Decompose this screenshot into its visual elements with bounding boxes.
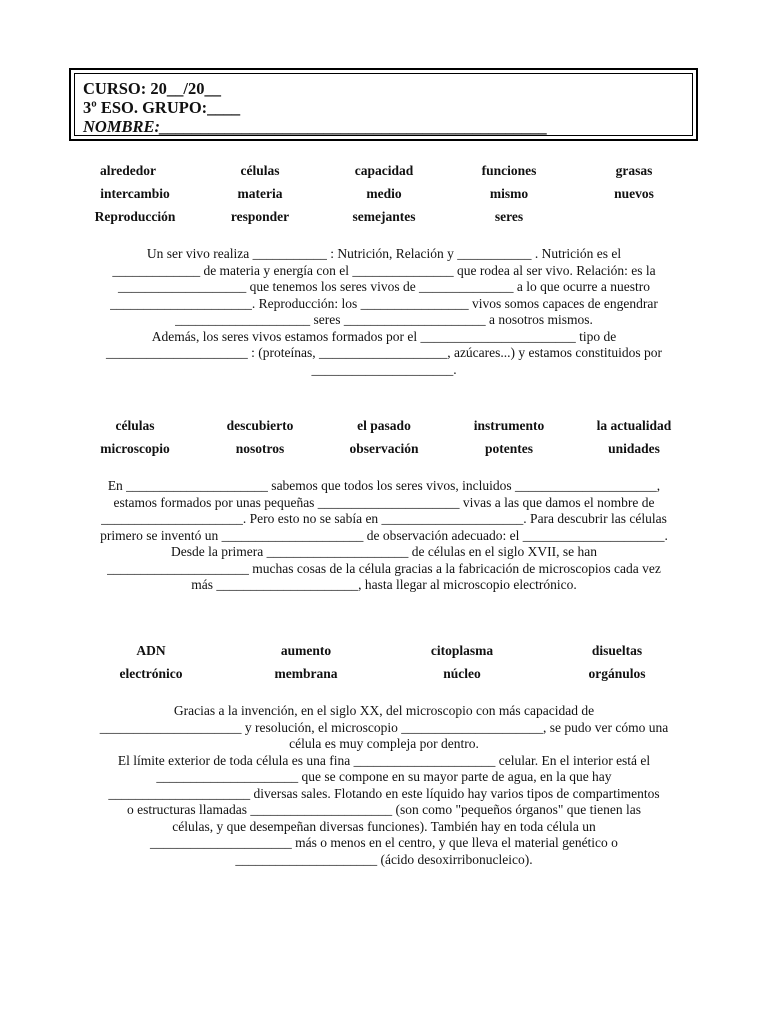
paragraph-line: o estructuras llamadas _____________________ (son como "pequeños órganos" que tienen las <box>127 802 641 817</box>
paragraph-line: _____________ de materia y energía con el _______________ que rodea al ser vivo. Relación: es la <box>112 262 656 278</box>
word-bank-item: intercambio <box>100 186 170 201</box>
course-field[interactable]: CURSO: 20__/20__ <box>83 79 221 98</box>
student-info-inner-border <box>74 73 693 136</box>
paragraph-line: El límite exterior de toda célula es una fina _____________________ celular. En el interior está el <box>117 752 651 768</box>
word-bank-item: microscopio <box>100 441 170 456</box>
paragraph-line: _____________________ muchas cosas de la célula gracias a la fabricación de microscopios cada vez <box>107 560 661 576</box>
word-bank-item: responder <box>230 209 290 224</box>
word-bank-item: la actualidad <box>596 418 672 433</box>
paragraph-line: _____________________ : (proteínas, ___________________, azúcares...) y estamos constituidos por <box>105 345 663 360</box>
fill-in-paragraph-3 <box>68 703 700 868</box>
word-bank-item: ADN <box>136 643 166 658</box>
word-bank-item: electrónico <box>119 666 183 681</box>
word-bank-item: nosotros <box>235 441 285 456</box>
word-bank-item: funciones <box>481 163 537 178</box>
paragraph-line: _____________________ y resolución, el microscopio _____________________, se pudo ver cómo una <box>99 719 669 735</box>
paragraph-line: más _____________________, hasta llegar al microscopio electrónico. <box>191 577 577 592</box>
paragraph-line: _____________________. <box>311 361 457 377</box>
student-info-box <box>69 68 698 141</box>
word-bank-item: células <box>240 163 280 178</box>
paragraph-line: _____________________ que se compone en su mayor parte de agua, en la que hay <box>156 769 612 784</box>
paragraph-line: En _____________________ sabemos que todos los seres vivos, incluidos _____________________, <box>107 478 661 493</box>
word-bank-item: mismo <box>489 186 529 201</box>
word-bank-item: células <box>115 418 155 433</box>
paragraph-line: _____________________ (ácido desoxirribonucleico). <box>235 851 533 867</box>
word-bank-row <box>0 643 768 666</box>
paragraph-line: Además, los seres vivos estamos formados por el _______________________ tipo de <box>151 328 617 344</box>
fill-in-paragraph-2 <box>68 478 700 594</box>
word-bank-row <box>0 418 768 441</box>
word-bank-item: nuevos <box>614 186 654 201</box>
word-bank-row <box>0 441 768 464</box>
paragraph-line: estamos formados por unas pequeñas _____________________ vivas a las que damos el nombre de <box>113 494 655 510</box>
word-bank-item: citoplasma <box>430 643 494 658</box>
word-bank-row <box>0 666 768 689</box>
word-bank-2 <box>0 418 768 464</box>
word-bank-item: descubierto <box>226 418 294 433</box>
word-bank-item: disueltas <box>591 643 643 658</box>
word-bank-item: grasas <box>615 163 653 178</box>
word-bank-item: observación <box>349 441 419 456</box>
word-bank-item: alrededor <box>100 163 156 178</box>
paragraph-line: células, y que desempeñan diversas funciones). También hay en toda célula un <box>172 818 596 834</box>
word-bank-row <box>0 163 768 186</box>
word-bank-item: núcleo <box>443 666 481 681</box>
word-bank-item: Reproducción <box>94 209 176 224</box>
paragraph-line: primero se inventó un _____________________ de observación adecuado: el _____________________. <box>100 527 668 543</box>
word-bank-item: seres <box>494 209 524 224</box>
word-bank-item: aumento <box>280 643 332 658</box>
word-bank-1 <box>0 163 768 232</box>
word-bank-item: unidades <box>608 441 660 456</box>
word-bank-item: orgánulos <box>588 666 646 681</box>
paragraph-line: Gracias a la invención, en el siglo XX, del microscopio con más capacidad de <box>173 703 595 718</box>
word-bank-row <box>0 186 768 209</box>
word-bank-item: instrumento <box>473 418 545 433</box>
word-bank-item: medio <box>366 186 402 201</box>
word-bank-item: potentes <box>485 441 533 456</box>
word-bank-row <box>0 209 768 232</box>
word-bank-item: semejantes <box>352 209 416 224</box>
name-field[interactable]: NOMBRE:_______________________________________________ <box>83 117 548 136</box>
word-bank-item: materia <box>237 186 283 201</box>
paragraph-line: _____________________. Pero esto no se sabía en _____________________. Para descubrir las células <box>101 511 667 526</box>
word-bank-3 <box>0 643 768 689</box>
word-bank-item: membrana <box>274 666 338 681</box>
paragraph-line: ___________________ que tenemos los seres vivos de ______________ a lo que ocurre a nuestro <box>117 279 651 294</box>
word-bank-item: capacidad <box>354 163 414 178</box>
group-field[interactable]: 3º ESO. GRUPO:____ <box>83 98 241 117</box>
paragraph-line: _____________________. Reproducción: los ________________ vivos somos capaces de engendrar <box>110 295 658 311</box>
paragraph-line: célula es muy compleja por dentro. <box>289 736 479 751</box>
word-bank-item: el pasado <box>357 418 411 433</box>
paragraph-line: ____________________ seres _____________________ a nosotros mismos. <box>175 312 593 327</box>
paragraph-line: Desde la primera _____________________ de células en el siglo XVII, se han <box>171 544 597 559</box>
paragraph-line: _____________________ más o menos en el centro, y que lleva el material genético o <box>150 835 618 850</box>
paragraph-line: Un ser vivo realiza ___________ : Nutrición, Relación y ___________ . Nutrición es el <box>146 246 622 261</box>
paragraph-line: _____________________ diversas sales. Flotando en este líquido hay varios tipos de compartimentos <box>108 785 660 801</box>
fill-in-paragraph-1 <box>68 246 700 378</box>
